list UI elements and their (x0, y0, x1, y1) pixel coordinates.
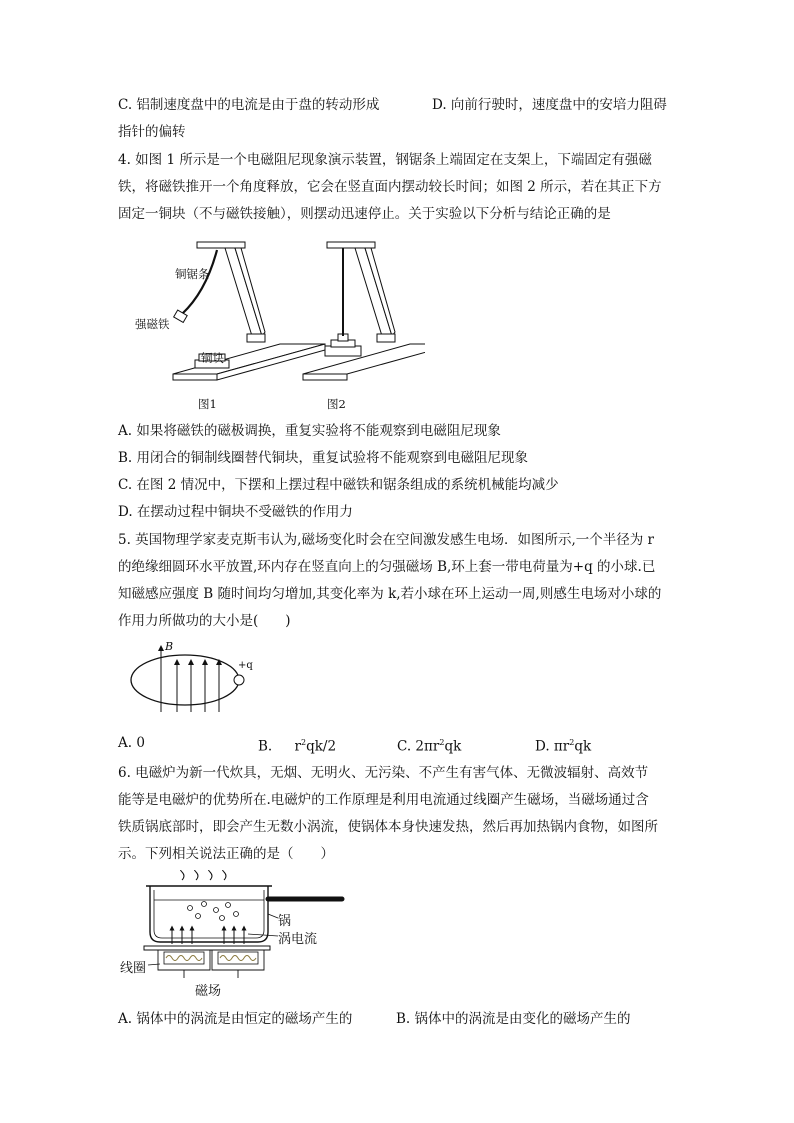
q5-option-b (258, 733, 336, 757)
q4-option-c: C. 在图 2 情况中，下摆和上摆过程中磁铁和锯条组成的系统机械能均减少 (118, 477, 559, 493)
q5-stem-line-2: 的绝缘细圆环水平放置,环内存在竖直向上的匀强磁场 B,环上套一带电荷量为+q 的小球.已 (118, 559, 656, 575)
q6-stem-line-3: 铁质锅底部时，即会产生无数小涡流，使锅体本身快速发热，然后再加热锅内食物，如图所 (118, 819, 658, 835)
q5-option-b-exp: 2 (300, 738, 307, 747)
q5-option-a: A. 0 (118, 735, 145, 751)
label-copper-block: 铜块 (201, 351, 224, 365)
q4-option-d: D. 在摆动过程中铜块不受磁铁的作用力 (118, 504, 353, 520)
q4-option-b: B. 用闭合的铜制线圈替代铜块，重复试验将不能观察到电磁阻尼现象 (118, 450, 529, 466)
q5-option-b-r: r (294, 738, 301, 755)
q4-figure (125, 232, 425, 412)
q5-option-d-exp: 2 (569, 738, 575, 747)
q3-option-d: D. 向前行驶时，速度盘中的安培力阻碍 (432, 97, 667, 113)
label-eddy-current: 涡电流 (278, 932, 318, 947)
q5-stem-line-1: 5. 英国物理学家麦克斯韦认为,磁场变化时会在空间激发感生电场．如图所示,一个半径为 r (118, 532, 654, 548)
q6-option-b: B. 锅体中的涡流是由变化的磁场产生的 (396, 1011, 631, 1027)
q4-stem-line-3: 固定一铜块（不与磁铁接触），则摆动迅速停止。关于实验以下分析与结论正确的是 (118, 206, 611, 222)
damping-apparatus-fig2 (303, 242, 425, 380)
q6-stem-line-4: 示。下列相关说法正确的是（ ） (118, 846, 334, 862)
label-magnetic-field: 磁场 (195, 984, 222, 999)
q4-stem-line-1: 4. 如图 1 所示是一个电磁阻尼现象演示装置，钢锯条上端固定在支架上，下端固定有强磁 (118, 152, 652, 168)
label-saw-blade: 铜锯条 (175, 267, 210, 281)
q6-option-a: A. 锅体中的涡流是由恒定的磁场产生的 (118, 1011, 353, 1027)
q5-option-b-rest: qk/2 (306, 738, 337, 755)
q5-stem-line-3: 知磁感应强度 B 随时间均匀增加,其变化率为 k,若小球在环上运动一周,则感生电场对小球的 (118, 586, 662, 602)
q5-option-b-prefix: B. (258, 738, 273, 755)
label-b-field: B (165, 640, 174, 653)
caption-fig2: 图2 (327, 397, 346, 411)
label-charge: +q (238, 660, 253, 671)
q5-option-c-rest: qk (444, 738, 462, 755)
q5-option-d (535, 733, 591, 757)
caption-fig1: 图1 (198, 397, 217, 411)
q3-option-d-continued: 指针的偏转 (118, 124, 186, 140)
q5-option-d-rest: qk (574, 738, 592, 755)
q6-induction-cooker-figure (120, 870, 360, 1000)
q6-stem-line-2: 能等是电磁炉的优势所在.电磁炉的工作原理是利用电流通过线圈产生磁场，当磁场通过含 (118, 792, 649, 808)
q6-stem-line-1: 6. 电磁炉为新一代炊具，无烟、无明火、无污染、不产生有害气体、无微波辐射、高效节 (118, 765, 649, 781)
label-coil: 线圈 (120, 961, 147, 976)
q5-option-c-exp: 2 (439, 738, 445, 747)
q3-option-c: C. 铝制速度盘中的电流是由于盘的转动形成 (118, 97, 380, 113)
q5-option-c-prefix: C. 2πr (397, 738, 440, 755)
q4-option-a: A. 如果将磁铁的磁极调换，重复实验将不能观察到电磁阻尼现象 (118, 423, 501, 439)
q5-stem-line-4: 作用力所做功的大小是( ) (118, 613, 291, 629)
label-pot: 锅 (278, 914, 292, 929)
damping-apparatus-fig1 (173, 242, 325, 380)
q5-ring-figure (125, 640, 265, 720)
label-strong-magnet: 强磁铁 (135, 317, 170, 331)
q5-option-c (397, 733, 461, 757)
q4-stem-line-2: 铁，将磁铁推开一个角度释放，它会在竖直面内摆动较长时间；如图 2 所示，若在其正下方 (118, 179, 662, 195)
q5-option-d-prefix: D. πr (535, 738, 570, 755)
